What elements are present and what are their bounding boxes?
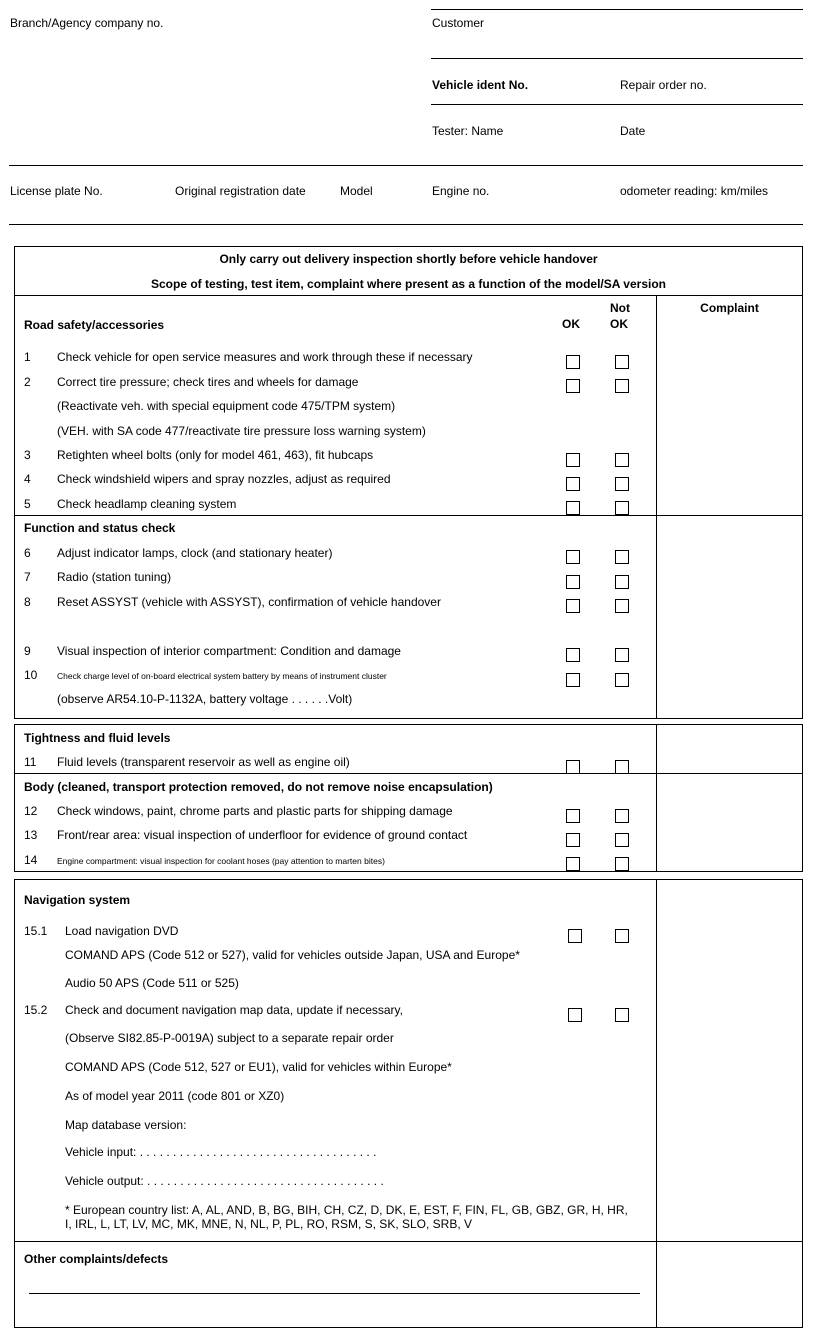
item-text: Check headlamp cleaning system xyxy=(57,497,237,511)
col-not-label: Not xyxy=(610,301,630,315)
not-ok-checkbox[interactable] xyxy=(615,760,629,774)
item-number: 6 xyxy=(24,546,31,560)
item-number: 2 xyxy=(24,375,31,389)
vin-label: Vehicle ident No. xyxy=(432,78,529,92)
item-text: Correct tire pressure; check tires and wheels for damage xyxy=(57,375,359,389)
ok-checkbox[interactable] xyxy=(566,833,580,847)
other-complaints-line[interactable] xyxy=(29,1293,640,1294)
col-ok-label: OK xyxy=(562,317,580,331)
not-ok-checkbox[interactable] xyxy=(615,575,629,589)
not-ok-checkbox[interactable] xyxy=(615,1008,629,1022)
item-text: Radio (station tuning) xyxy=(57,570,172,584)
header-mid-rule xyxy=(9,165,803,166)
item-number: 14 xyxy=(24,853,38,867)
item-number: 10 xyxy=(24,668,38,682)
complaint-divider-3 xyxy=(656,879,657,1328)
item-note: (observe AR54.10-P-1132A, battery voltage . . . . . .Volt) xyxy=(57,692,353,706)
not-ok-checkbox[interactable] xyxy=(615,453,629,467)
not-ok-checkbox[interactable] xyxy=(615,501,629,515)
ok-checkbox[interactable] xyxy=(566,857,580,871)
item-note: Audio 50 APS (Code 511 or 525) xyxy=(65,976,239,990)
item-number: 15.2 xyxy=(24,1003,48,1017)
complaint-divider-1 xyxy=(656,295,657,719)
ok-checkbox[interactable] xyxy=(566,453,580,467)
vin-rule xyxy=(431,104,803,105)
item-number: 12 xyxy=(24,804,38,818)
item-text: Visual inspection of interior compartment: Condition and damage xyxy=(57,644,401,658)
not-ok-checkbox[interactable] xyxy=(615,599,629,613)
section-road: Road safety/accessories xyxy=(24,318,165,332)
item-note: (Observe SI82.85-P-0019A) subject to a separate repair order xyxy=(65,1031,394,1045)
item-number: 7 xyxy=(24,570,31,584)
ok-checkbox[interactable] xyxy=(566,550,580,564)
section-divider xyxy=(14,773,803,774)
not-ok-checkbox[interactable] xyxy=(615,477,629,491)
item-text: Retighten wheel bolts (only for model 461, 463), fit hubcaps xyxy=(57,448,374,462)
item-text: Engine compartment: visual inspection for coolant hoses (pay attention to marten bites) xyxy=(57,856,385,866)
country-list-line-1: * European country list: A, AL, AND, B, BG, BIH, CH, CZ, D, DK, E, EST, F, FIN, FL, GB, GBZ, GR, H, HR, xyxy=(65,1203,628,1217)
item-text: Adjust indicator lamps, clock (and stationary heater) xyxy=(57,546,333,560)
item-text: Load navigation DVD xyxy=(65,924,179,938)
item-number: 15.1 xyxy=(24,924,48,938)
item-note: Map database version: xyxy=(65,1118,187,1132)
section-other: Other complaints/defects xyxy=(24,1252,169,1266)
section-function: Function and status check xyxy=(24,521,176,535)
not-ok-checkbox[interactable] xyxy=(615,379,629,393)
item-text: Reset ASSYST (vehicle with ASSYST), confirmation of vehicle handover xyxy=(57,595,441,609)
tester-label: Tester: Name xyxy=(432,124,504,138)
ok-checkbox[interactable] xyxy=(568,1008,582,1022)
model-label: Model xyxy=(340,184,373,198)
header-bottom-rule xyxy=(9,224,803,225)
ok-checkbox[interactable] xyxy=(566,379,580,393)
not-ok-checkbox[interactable] xyxy=(615,355,629,369)
item-note: As of model year 2011 (code 801 or XZ0) xyxy=(65,1089,285,1103)
item-text: Check charge level of on-board electrical system battery by means of instrument cluster xyxy=(57,671,387,681)
item-number: 8 xyxy=(24,595,31,609)
customer-rule xyxy=(431,58,803,59)
item-note: COMAND APS (Code 512 or 527), valid for vehicles outside Japan, USA and Europe* xyxy=(65,948,520,962)
ok-checkbox[interactable] xyxy=(566,355,580,369)
item-text: Fluid levels (transparent reservoir as well as engine oil) xyxy=(57,755,350,769)
item-number: 11 xyxy=(24,755,37,769)
ok-checkbox[interactable] xyxy=(566,501,580,515)
col-notok-label: OK xyxy=(610,317,628,331)
ok-checkbox[interactable] xyxy=(568,929,582,943)
country-list-line-2: I, IRL, L, LT, LV, MC, MK, MNE, N, NL, P, PL, RO, RSM, S, SK, SLO, SRB, V xyxy=(65,1217,473,1231)
item-number: 3 xyxy=(24,448,31,462)
odometer-label: odometer reading: km/miles xyxy=(620,184,769,198)
customer-label: Customer xyxy=(432,16,485,30)
ok-checkbox[interactable] xyxy=(566,809,580,823)
not-ok-checkbox[interactable] xyxy=(615,550,629,564)
section-body: Body (cleaned, transport protection removed, do not remove noise encapsulation) xyxy=(24,780,493,794)
complaint-divider-2 xyxy=(656,724,657,872)
header-top-rule xyxy=(431,9,803,10)
item-text: Check windows, paint, chrome parts and plastic parts for shipping damage xyxy=(57,804,453,818)
item-number: 13 xyxy=(24,828,38,842)
not-ok-checkbox[interactable] xyxy=(615,673,629,687)
date-label: Date xyxy=(620,124,646,138)
item-text: Check and document navigation map data, update if necessary, xyxy=(65,1003,403,1017)
branch-label: Branch/Agency company no. xyxy=(10,16,164,30)
item-text: Check windshield wipers and spray nozzles, adjust as required xyxy=(57,472,391,486)
ok-checkbox[interactable] xyxy=(566,575,580,589)
table-title-1: Only carry out delivery inspection shortly before vehicle handover xyxy=(219,252,598,266)
not-ok-checkbox[interactable] xyxy=(615,833,629,847)
section-nav: Navigation system xyxy=(24,893,131,907)
license-label: License plate No. xyxy=(10,184,103,198)
engine-label: Engine no. xyxy=(432,184,490,198)
ok-checkbox[interactable] xyxy=(566,760,580,774)
ok-checkbox[interactable] xyxy=(566,477,580,491)
repair-order-label: Repair order no. xyxy=(620,78,707,92)
not-ok-checkbox[interactable] xyxy=(615,857,629,871)
item-note: (VEH. with SA code 477/reactivate tire pressure loss warning system) xyxy=(57,424,426,438)
not-ok-checkbox[interactable] xyxy=(615,809,629,823)
not-ok-checkbox[interactable] xyxy=(615,648,629,662)
table-title-2: Scope of testing, test item, complaint where present as a function of the model/SA version xyxy=(151,277,666,291)
item-number: 1 xyxy=(24,350,31,364)
item-text: Check vehicle for open service measures and work through these if necessary xyxy=(57,350,473,364)
section-divider xyxy=(14,1241,803,1242)
section-divider xyxy=(14,515,803,516)
item-text: Front/rear area: visual inspection of underfloor for evidence of ground contact xyxy=(57,828,468,842)
col-complaint-label: Complaint xyxy=(700,301,759,315)
item-number: 9 xyxy=(24,644,31,658)
section-tightness: Tightness and fluid levels xyxy=(24,731,171,745)
item-number: 5 xyxy=(24,497,31,511)
item-number: 4 xyxy=(24,472,31,486)
not-ok-checkbox[interactable] xyxy=(615,929,629,943)
fluid-body-table xyxy=(14,724,803,872)
vehicle-output-field[interactable]: Vehicle output: . . . . . . . . . . . . . . . . . . . . . . . . . . . . . . . . . . . . xyxy=(65,1174,384,1188)
ok-checkbox[interactable] xyxy=(566,599,580,613)
table-title-rule xyxy=(14,295,803,296)
item-note: (Reactivate veh. with special equipment code 475/TPM system) xyxy=(57,399,396,413)
reg-date-label: Original registration date xyxy=(175,184,306,198)
ok-checkbox[interactable] xyxy=(566,673,580,687)
ok-checkbox[interactable] xyxy=(566,648,580,662)
item-note: COMAND APS (Code 512, 527 or EU1), valid for vehicles within Europe* xyxy=(65,1060,452,1074)
vehicle-input-field[interactable]: Vehicle input: . . . . . . . . . . . . . . . . . . . . . . . . . . . . . . . . . . . . xyxy=(65,1145,377,1159)
